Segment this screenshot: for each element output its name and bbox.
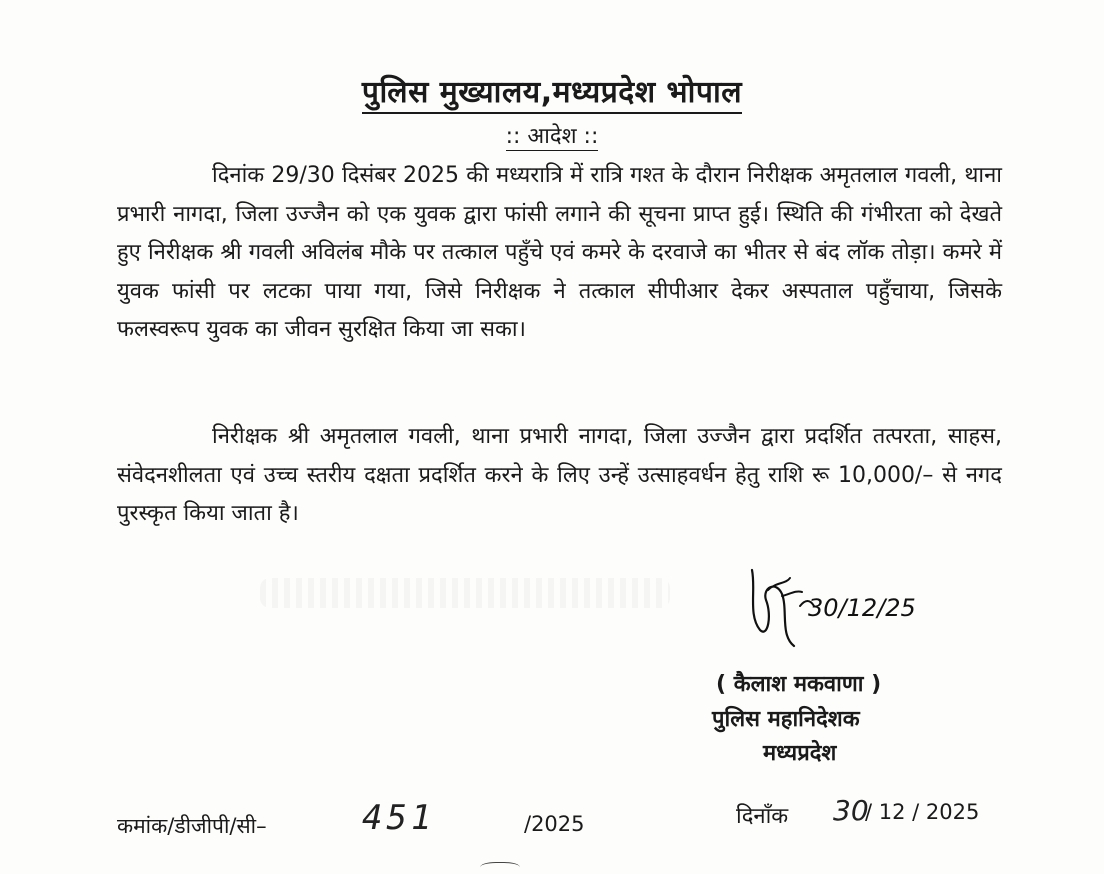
signatory-designation: पुलिस महानिदेशक: [712, 707, 860, 732]
page-title: [0, 70, 1104, 111]
signatory-name: ( कैलाश मकवाणा ): [716, 672, 882, 697]
signatory-state: मध्यप्रदेश: [763, 741, 837, 766]
date-month-year: / 12 / 2025: [865, 800, 980, 824]
body-paragraph-1: दिनांक 29/30 दिसंबर 2025 की मध्यरात्रि में रात्रि गश्त के दौरान निरीक्षक अमृतलाल गवली, थाना प्रभारी नागदा, जिला उज्जैन को एक युवक द्वारा फांसी लगाने की सूचना प्राप्त हुई। स्थिति की गंभीरता को देखते हुए निरीक्षक श्री गवली अविलंब मौके पर तत्काल पहुँचे एवं कमरे के दरवाजे का भीतर से बंद लॉक तोड़ा। कमरे में युवक फांसी पर लटका पाया गया, जिसे निरीक्षक ने तत्काल सीपीआर देकर अस्पताल पहुँचाया, जिसके फलस्वरूप युवक का जीवन सुरक्षित किया जा सका।: [117, 163, 1002, 342]
reference-number: 451: [362, 798, 436, 838]
date-label: दिनाँक: [736, 804, 789, 829]
order-heading-text: :: आदेश ::: [505, 124, 599, 149]
signature-drawing: [742, 560, 942, 650]
page-title-text: पुलिस मुख्यालय,मध्यप्रदेश भोपाल: [362, 75, 742, 114]
order-heading: [0, 120, 1104, 150]
date-day: 30: [833, 794, 869, 827]
handwritten-signature: [742, 560, 942, 650]
body-paragraph-2: निरीक्षक श्री अमृतलाल गवली, थाना प्रभारी नागदा, जिला उज्जैन द्वारा प्रदर्शित तत्परता, साहस, संवेदनशीलता एवं उच्च स्तरीय दक्षता प्रदर्शित करने के लिए उन्हें उत्साहवर्धन हेतु राशि रू 10,000/– से नगद पुरस्कृत किया जाता है।: [117, 424, 1002, 526]
reference-year: /2025: [524, 812, 585, 836]
cut-off-mark: [480, 862, 520, 875]
reference-label: कमांक/डीजीपी/सी–: [117, 814, 267, 838]
signature-date: 30/12/25: [808, 594, 916, 622]
faint-stamp-mark: [260, 578, 670, 608]
